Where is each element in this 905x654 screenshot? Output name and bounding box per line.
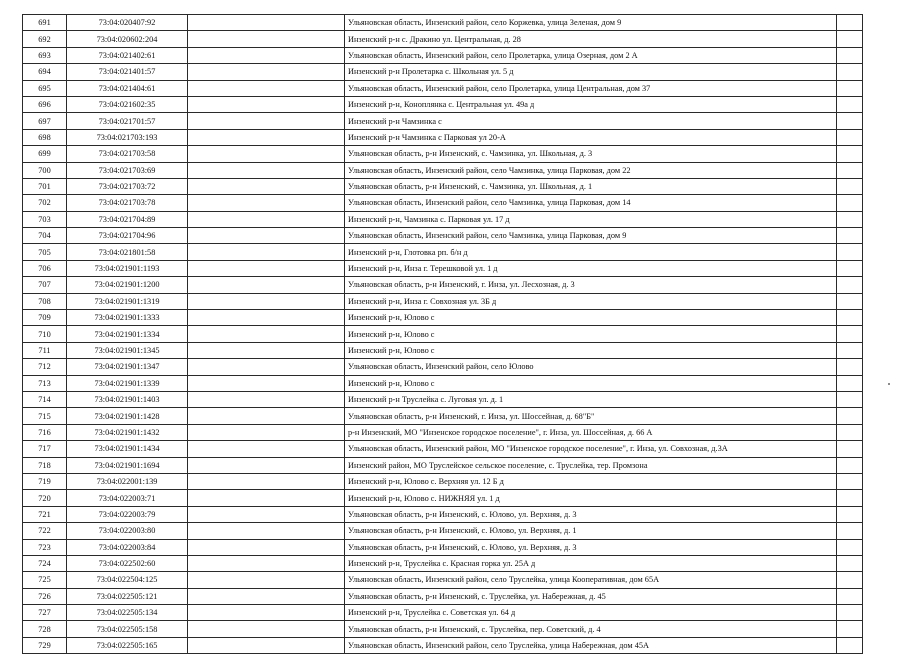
address-cell: Инзенский р-н, Юлово с: [345, 342, 837, 358]
cadastral-number-cell: 73:04:021404:61: [67, 80, 188, 96]
table-row: [23, 375, 863, 391]
address-cell: Инзенский р-н, Юлово с. Верхняя ул. 12 Б д: [345, 473, 837, 489]
empty-cell: [188, 490, 345, 506]
empty-cell: [188, 523, 345, 539]
row-number-cell: 710: [23, 326, 67, 342]
empty-cell: [188, 146, 345, 162]
row-number-cell: 691: [23, 15, 67, 31]
cadastral-number-cell: 73:04:021901:1334: [67, 326, 188, 342]
address-cell: Ульяновская область, Инзенский район, село Чамзинка, улица Парковая, дом 14: [345, 195, 837, 211]
empty-cell: [188, 621, 345, 637]
table-row: [23, 359, 863, 375]
empty-cell: [837, 146, 863, 162]
empty-cell: [188, 342, 345, 358]
table-row: [23, 195, 863, 211]
address-cell: Инзенский р-н, Юлово с: [345, 310, 837, 326]
table-row: [23, 539, 863, 555]
empty-cell: [837, 555, 863, 571]
empty-cell: [188, 572, 345, 588]
row-number-cell: 702: [23, 195, 67, 211]
table-row: [23, 64, 863, 80]
empty-cell: [188, 605, 345, 621]
cadastral-number-cell: 73:04:021901:1434: [67, 441, 188, 457]
table-row: [23, 260, 863, 276]
cadastral-number-cell: 73:04:022003:84: [67, 539, 188, 555]
address-cell: Инзенский район, МО Труслейское сельское поселение, с. Труслейка, тер. Промзона: [345, 457, 837, 473]
address-cell: Инзенский р-н с. Дракино ул. Центральная, д. 28: [345, 31, 837, 47]
empty-cell: [188, 359, 345, 375]
empty-cell: [837, 293, 863, 309]
empty-cell: [188, 47, 345, 63]
address-cell: Ульяновская область, Инзенский район, село Чамзинка, улица Парковая, дом 22: [345, 162, 837, 178]
table-row: [23, 178, 863, 194]
table-row: [23, 228, 863, 244]
address-cell: Инзенский р-н, Глотовка рп. б/н д: [345, 244, 837, 260]
empty-cell: [188, 506, 345, 522]
scan-speck: [888, 383, 890, 385]
empty-cell: [837, 391, 863, 407]
table-row: [23, 342, 863, 358]
table-row: [23, 605, 863, 621]
cadastral-number-cell: 73:04:022502:60: [67, 555, 188, 571]
row-number-cell: 699: [23, 146, 67, 162]
cadastral-number-cell: 73:04:021701:57: [67, 113, 188, 129]
table-row: [23, 31, 863, 47]
table-row: [23, 457, 863, 473]
table-row: [23, 490, 863, 506]
empty-cell: [837, 621, 863, 637]
table-row: [23, 555, 863, 571]
empty-cell: [188, 195, 345, 211]
empty-cell: [837, 31, 863, 47]
cadastral-number-cell: 73:04:022003:71: [67, 490, 188, 506]
empty-cell: [188, 441, 345, 457]
table-row: [23, 47, 863, 63]
empty-cell: [837, 572, 863, 588]
row-number-cell: 721: [23, 506, 67, 522]
address-cell: Ульяновская область, р-н Инзенский, г. Инза, ул. Лесхозная, д. 3: [345, 277, 837, 293]
property-register-table: [22, 14, 863, 654]
cadastral-number-cell: 73:04:021401:57: [67, 64, 188, 80]
row-number-cell: 728: [23, 621, 67, 637]
empty-cell: [837, 326, 863, 342]
cadastral-number-cell: 73:04:021901:1200: [67, 277, 188, 293]
table-row: [23, 129, 863, 145]
empty-cell: [188, 96, 345, 112]
table-row: [23, 326, 863, 342]
row-number-cell: 695: [23, 80, 67, 96]
cadastral-number-cell: 73:04:021901:1345: [67, 342, 188, 358]
address-cell: Инзенский р-н Чамзинка с Парковая ул 20-А: [345, 129, 837, 145]
empty-cell: [837, 310, 863, 326]
row-number-cell: 718: [23, 457, 67, 473]
address-cell: Ульяновская область, Инзенский район, село Коржевка, улица Зеленая, дом 9: [345, 15, 837, 31]
empty-cell: [837, 473, 863, 489]
empty-cell: [188, 391, 345, 407]
row-number-cell: 709: [23, 310, 67, 326]
cadastral-number-cell: 73:04:020407:92: [67, 15, 188, 31]
table-row: [23, 408, 863, 424]
row-number-cell: 714: [23, 391, 67, 407]
cadastral-number-cell: 73:04:021901:1339: [67, 375, 188, 391]
empty-cell: [837, 539, 863, 555]
cadastral-number-cell: 73:04:022003:79: [67, 506, 188, 522]
table-row: [23, 162, 863, 178]
table-row: [23, 572, 863, 588]
address-cell: Ульяновская область, р-н Инзенский, с. Юлово, ул. Верхняя, д. 3: [345, 539, 837, 555]
empty-cell: [188, 424, 345, 440]
empty-cell: [837, 228, 863, 244]
address-cell: Ульяновская область, р-н Инзенский, с. Юлово, ул. Верхняя, д. 3: [345, 506, 837, 522]
empty-cell: [188, 588, 345, 604]
table-row: [23, 293, 863, 309]
row-number-cell: 694: [23, 64, 67, 80]
row-number-cell: 693: [23, 47, 67, 63]
empty-cell: [837, 64, 863, 80]
table-row: [23, 146, 863, 162]
empty-cell: [837, 441, 863, 457]
empty-cell: [837, 244, 863, 260]
cadastral-number-cell: 73:04:021703:193: [67, 129, 188, 145]
address-cell: Инзенский р-н Труслейка с. Луговая ул. д. 1: [345, 391, 837, 407]
cadastral-number-cell: 73:04:021703:58: [67, 146, 188, 162]
row-number-cell: 727: [23, 605, 67, 621]
table-row: [23, 80, 863, 96]
empty-cell: [188, 31, 345, 47]
empty-cell: [837, 375, 863, 391]
row-number-cell: 692: [23, 31, 67, 47]
table-row: [23, 424, 863, 440]
row-number-cell: 715: [23, 408, 67, 424]
empty-cell: [837, 506, 863, 522]
address-cell: Инзенский р-н Чамзинка с: [345, 113, 837, 129]
empty-cell: [188, 113, 345, 129]
table-row: [23, 441, 863, 457]
empty-cell: [837, 211, 863, 227]
empty-cell: [188, 293, 345, 309]
table-row: [23, 15, 863, 31]
empty-cell: [837, 408, 863, 424]
row-number-cell: 708: [23, 293, 67, 309]
row-number-cell: 705: [23, 244, 67, 260]
address-cell: Инзенский р-н Пролетарка с. Школьная ул. 5 д: [345, 64, 837, 80]
address-cell: Инзенский р-н, Чамзинка с. Парковая ул. 17 д: [345, 211, 837, 227]
table-row: [23, 96, 863, 112]
row-number-cell: 723: [23, 539, 67, 555]
cadastral-number-cell: 73:04:021901:1428: [67, 408, 188, 424]
register-sheet: [22, 14, 863, 654]
cadastral-number-cell: 73:04:021801:58: [67, 244, 188, 260]
cadastral-number-cell: 73:04:022003:80: [67, 523, 188, 539]
table-row: [23, 621, 863, 637]
table-row: [23, 391, 863, 407]
empty-cell: [188, 64, 345, 80]
cadastral-number-cell: 73:04:021703:72: [67, 178, 188, 194]
address-cell: Ульяновская область, Инзенский район, село Пролетарка, улица Центральная, дом 37: [345, 80, 837, 96]
empty-cell: [837, 605, 863, 621]
cadastral-number-cell: 73:04:022001:139: [67, 473, 188, 489]
cadastral-number-cell: 73:04:021703:78: [67, 195, 188, 211]
address-cell: Ульяновская область, Инзенский район, село Труслейка, улица Кооперативная, дом 65А: [345, 572, 837, 588]
row-number-cell: 698: [23, 129, 67, 145]
empty-cell: [837, 96, 863, 112]
table-row: [23, 310, 863, 326]
address-cell: Ульяновская область, р-н Инзенский, с. Чамзинка, ул. Школьная, д. 3: [345, 146, 837, 162]
row-number-cell: 719: [23, 473, 67, 489]
address-cell: Ульяновская область, Инзенский район, село Труслейка, улица Набережная, дом 45А: [345, 637, 837, 653]
row-number-cell: 700: [23, 162, 67, 178]
empty-cell: [188, 129, 345, 145]
table-row: [23, 506, 863, 522]
table-row: [23, 277, 863, 293]
address-cell: р-н Инзенский, МО "Инзенское городское поселение", г. Инза, ул. Шоссейная, д. 66 А: [345, 424, 837, 440]
table-row: [23, 588, 863, 604]
empty-cell: [837, 178, 863, 194]
cadastral-number-cell: 73:04:022505:158: [67, 621, 188, 637]
cadastral-number-cell: 73:04:020602:204: [67, 31, 188, 47]
empty-cell: [837, 129, 863, 145]
cadastral-number-cell: 73:04:021901:1333: [67, 310, 188, 326]
empty-cell: [837, 588, 863, 604]
empty-cell: [837, 162, 863, 178]
address-cell: Ульяновская область, р-н Инзенский, с. Чамзинка, ул. Школьная, д. 1: [345, 178, 837, 194]
row-number-cell: 706: [23, 260, 67, 276]
empty-cell: [188, 375, 345, 391]
table-row: [23, 244, 863, 260]
table-body: [23, 15, 863, 654]
empty-cell: [188, 277, 345, 293]
row-number-cell: 707: [23, 277, 67, 293]
table-row: [23, 211, 863, 227]
empty-cell: [837, 424, 863, 440]
row-number-cell: 724: [23, 555, 67, 571]
empty-cell: [188, 310, 345, 326]
row-number-cell: 717: [23, 441, 67, 457]
address-cell: Инзенский р-н, Юлово с. НИЖНЯЯ ул. 1 д: [345, 490, 837, 506]
cadastral-number-cell: 73:04:021901:1319: [67, 293, 188, 309]
row-number-cell: 713: [23, 375, 67, 391]
cadastral-number-cell: 73:04:022505:165: [67, 637, 188, 653]
row-number-cell: 704: [23, 228, 67, 244]
row-number-cell: 701: [23, 178, 67, 194]
empty-cell: [837, 80, 863, 96]
empty-cell: [837, 490, 863, 506]
address-cell: Ульяновская область, Инзенский район, село Пролетарка, улица Озерная, дом 2 А: [345, 47, 837, 63]
empty-cell: [188, 326, 345, 342]
address-cell: Ульяновская область, р-н Инзенский, г. Инза, ул. Шоссейная, д. 68"Б": [345, 408, 837, 424]
address-cell: Ульяновская область, Инзенский район, МО "Инзенское городское поселение", г. Инза, ул. Совхозная, д.3А: [345, 441, 837, 457]
empty-cell: [188, 162, 345, 178]
row-number-cell: 720: [23, 490, 67, 506]
row-number-cell: 712: [23, 359, 67, 375]
empty-cell: [188, 457, 345, 473]
empty-cell: [188, 228, 345, 244]
cadastral-number-cell: 73:04:021704:96: [67, 228, 188, 244]
empty-cell: [188, 178, 345, 194]
empty-cell: [837, 47, 863, 63]
row-number-cell: 711: [23, 342, 67, 358]
address-cell: Ульяновская область, р-н Инзенский, с. Труслейка, ул. Набережная, д. 45: [345, 588, 837, 604]
cadastral-number-cell: 73:04:021901:1193: [67, 260, 188, 276]
cadastral-number-cell: 73:04:022505:121: [67, 588, 188, 604]
empty-cell: [188, 211, 345, 227]
empty-cell: [188, 473, 345, 489]
empty-cell: [188, 15, 345, 31]
row-number-cell: 729: [23, 637, 67, 653]
address-cell: Инзенский р-н, Инза г. Терешковой ул. 1 д: [345, 260, 837, 276]
empty-cell: [837, 457, 863, 473]
address-cell: Ульяновская область, р-н Инзенский, с. Юлово, ул. Верхняя, д. 1: [345, 523, 837, 539]
empty-cell: [188, 244, 345, 260]
address-cell: Инзенский р-н, Труслейка с. Красная горка ул. 25А д: [345, 555, 837, 571]
empty-cell: [188, 539, 345, 555]
cadastral-number-cell: 73:04:021402:61: [67, 47, 188, 63]
cadastral-number-cell: 73:04:021901:1347: [67, 359, 188, 375]
empty-cell: [837, 260, 863, 276]
cadastral-number-cell: 73:04:022505:134: [67, 605, 188, 621]
address-cell: Инзенский р-н, Юлово с: [345, 326, 837, 342]
empty-cell: [837, 15, 863, 31]
empty-cell: [837, 359, 863, 375]
address-cell: Инзенский р-н, Юлово с: [345, 375, 837, 391]
empty-cell: [837, 195, 863, 211]
empty-cell: [837, 113, 863, 129]
address-cell: Ульяновская область, Инзенский район, село Юлово: [345, 359, 837, 375]
row-number-cell: 716: [23, 424, 67, 440]
cadastral-number-cell: 73:04:021703:69: [67, 162, 188, 178]
empty-cell: [837, 342, 863, 358]
row-number-cell: 696: [23, 96, 67, 112]
cadastral-number-cell: 73:04:021901:1432: [67, 424, 188, 440]
empty-cell: [188, 260, 345, 276]
address-cell: Ульяновская область, Инзенский район, село Чамзинка, улица Парковая, дом 9: [345, 228, 837, 244]
cadastral-number-cell: 73:04:021602:35: [67, 96, 188, 112]
address-cell: Ульяновская область, р-н Инзенский, с. Труслейка, пер. Советский, д. 4: [345, 621, 837, 637]
cadastral-number-cell: 73:04:021901:1694: [67, 457, 188, 473]
table-row: [23, 473, 863, 489]
table-row: [23, 523, 863, 539]
empty-cell: [837, 277, 863, 293]
empty-cell: [837, 523, 863, 539]
cadastral-number-cell: 73:04:021704:89: [67, 211, 188, 227]
cadastral-number-cell: 73:04:021901:1403: [67, 391, 188, 407]
row-number-cell: 726: [23, 588, 67, 604]
cadastral-number-cell: 73:04:022504:125: [67, 572, 188, 588]
row-number-cell: 697: [23, 113, 67, 129]
address-cell: Инзенский р-н, Труслейка с. Советская ул. 64 д: [345, 605, 837, 621]
empty-cell: [188, 408, 345, 424]
row-number-cell: 703: [23, 211, 67, 227]
empty-cell: [188, 555, 345, 571]
table-row: [23, 113, 863, 129]
row-number-cell: 725: [23, 572, 67, 588]
row-number-cell: 722: [23, 523, 67, 539]
address-cell: Инзенский р-н, Инза г. Совхозная ул. 3Б д: [345, 293, 837, 309]
address-cell: Инзенский р-н, Коноплянка с. Центральная ул. 49а д: [345, 96, 837, 112]
empty-cell: [188, 80, 345, 96]
